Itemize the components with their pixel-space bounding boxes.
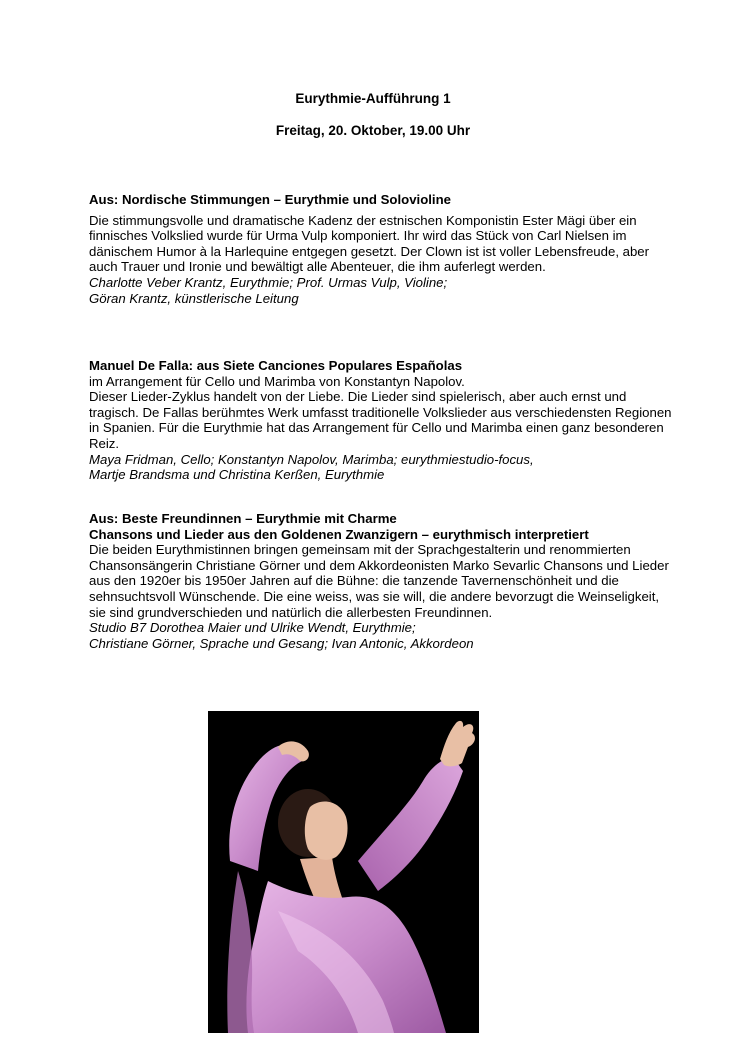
- section-credits: Charlotte Veber Krantz, Eurythmie; Prof. Urmas Vulp, Violine;: [89, 274, 448, 290]
- program-section: [89, 192, 679, 306]
- page-title: Eurythmie-Aufführung 1: [295, 91, 451, 106]
- program-section: [89, 511, 679, 651]
- event-date: Freitag, 20. Oktober, 19.00 Uhr: [275, 123, 471, 138]
- section-intro: im Arrangement für Cello und Marimba von Konstantyn Napolov.: [89, 373, 465, 389]
- section-credits: Göran Krantz, künstlerische Leitung: [89, 290, 299, 306]
- section-credits: Martje Brandsma und Christina Kerßen, Eurythmie: [89, 467, 385, 483]
- section-description: Die stimmungsvolle und dramatische Kadenz der estnischen Komponistin Ester Mägi über ein finnisches Volkslied wurde für Urma Vulp komponiert. Ihr wird das Stück von Carl Nielsen im dänischem Humor à la Harlequine entgegen gesetzt. Der Clown ist ist voller Lebensfreude, aber auch Trauer und Ironie und bewältigt alle Abenteuer, die ihm auferlegt werden.: [89, 212, 650, 275]
- section-heading: Aus: Beste Freundinnen – Eurythmie mit Charme: [89, 511, 397, 526]
- section-description: Dieser Lieder-Zyklus handelt von der Liebe. Die Lieder sind spielerisch, aber auch ernst und tragisch. De Fallas berühmtes Werk umfasst traditionelle Volkslieder aus verschiedensten Regionen in Spanien. Für die Eurythmie hat das Arrangement für Cello und Marimba einen ganz besonderen Reiz.: [89, 389, 672, 451]
- section-subheading: Chansons und Lieder aus den Goldenen Zwanzigern – eurythmisch interpretiert: [89, 526, 589, 542]
- program-section: [89, 358, 679, 483]
- section-heading: Manuel De Falla: aus Siete Canciones Populares Españolas: [89, 358, 463, 373]
- section-credits: Studio B7 Dorothea Maier und Ulrike Wendt, Eurythmie;: [89, 620, 416, 636]
- dancer-photo: [208, 711, 479, 1033]
- section-credits: Maya Fridman, Cello; Konstantyn Napolov, Marimba; eurythmiestudio-focus,: [89, 451, 534, 467]
- section-credits: Christiane Görner, Sprache und Gesang; Ivan Antonic, Akkordeon: [89, 635, 474, 651]
- section-heading: Aus: Nordische Stimmungen – Eurythmie und Solovioline: [89, 192, 451, 207]
- section-description: Die beiden Eurythmistinnen bringen gemeinsam mit der Sprachgestalterin und renommierten Chansonsängerin Christiane Görner und dem Akkordeonisten Marko Sevarlic Chansons und Lieder aus den 1920er bis 1950er Jahren auf die Bühne: die tanzende Tavernenschönheit und die sehnsuchtsvoll Wünschende. Die eine weiss, was sie will, die andere bevorzugt die Weinseligkeit, sie sind grundverschieden und natürlich die allerbesten Freundinnen.: [89, 542, 669, 620]
